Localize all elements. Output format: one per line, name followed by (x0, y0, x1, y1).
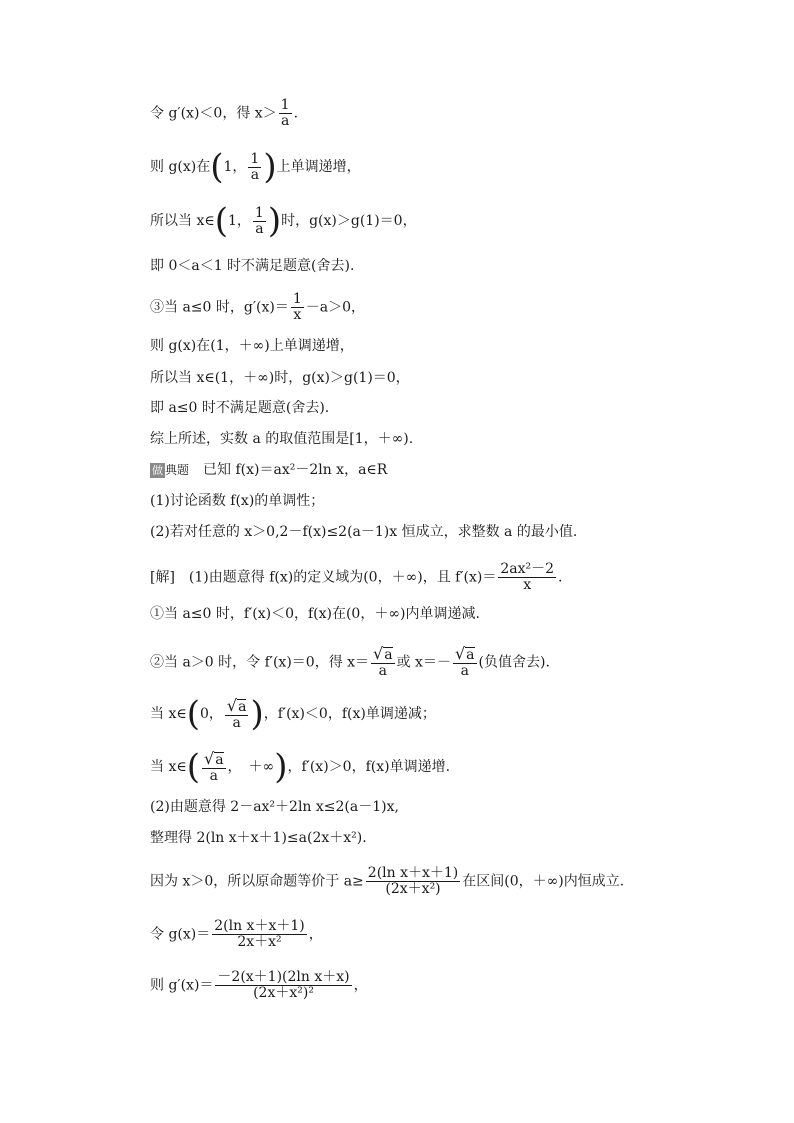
line-12: (2)若对任意的 x＞0,2－f(x)≤2(a－1)x 恒成立，求整数 a 的最小值. (150, 524, 578, 540)
line-15: ②当 a＞0 时，令 f′(x)＝0，得 x＝ $\frac{√a}{a}$ 或 x＝－ $\frac{√a}{a}$ (负值舍去). (150, 644, 550, 679)
line-2: 则 g(x)在(1， $\frac{1}{a}$ )上单调递增， (150, 147, 361, 187)
line-8: 即 a≤0 时不满足题意(舍去). (150, 400, 330, 416)
line-6: 则 g(x)在(1，＋∞)上单调递增， (150, 338, 354, 354)
fraction: $\frac{1}{x}$ (292, 291, 302, 323)
line-21: 令 g(x)＝ $\frac{\text{2(ln x＋x＋1)}}{\text{2x＋x²}}$ ， (150, 918, 323, 950)
line-20: 因为 x＞0，所以原命题等价于 a≥ $\frac{\text{2(ln x＋x＋1)}}{\text{(2x＋x²)}}$ 在区间(0，＋∞)内恒成立. (150, 865, 625, 897)
line-16: 当 x∈(0， $\frac{√a}{a}$ )，f′(x)＜0，f(x)单调递减； (150, 694, 436, 734)
line-7: 所以当 x∈(1，＋∞)时，g(x)＞g(1)＝0， (150, 370, 410, 386)
line-1: 令 g′(x)＜0，得 x＞ $\frac{1}{a}$ . (150, 97, 299, 129)
line-14: ①当 a≤0 时，f′(x)＜0，f(x)在(0，＋∞)内单调递减. (150, 606, 480, 622)
fraction: $\frac{√a}{a}$ (226, 695, 247, 731)
line-9: 综上所述，实数 a 的取值范围是[1，＋∞). (150, 431, 414, 447)
label-tag: 做 (152, 464, 163, 477)
line-19: 整理得 2(ln x＋x＋1)≤a(2x＋x²). (150, 830, 367, 846)
line-5: ③当 a≤0 时，g′(x)＝ $\frac{1}{x}$ －a＞0， (150, 291, 366, 323)
line-18: (2)由题意得 2－ax²＋2ln x≤2(a－1)x, (150, 799, 399, 815)
fraction: $\frac{\text{2ax²－2}}{x}$ (500, 561, 554, 593)
fraction: $\frac{√a}{a}$ (373, 644, 393, 679)
line-3: 所以当 x∈(1， $\frac{1}{a}$ )时，g(x)＞g(1)＝0， (150, 201, 417, 241)
line-10: 做 典题 已知 f(x)＝ax²－2ln x，a∈R (152, 462, 388, 478)
fraction: $\frac{\text{2(ln x＋x＋1)}}{\text{2x＋x²}}$ (214, 918, 305, 950)
line-22: 则 g′(x)＝ $\frac{\text{－2(x＋1)(2ln x＋x)}}{\text{(2x＋x²)²}}$ ， (150, 969, 368, 1001)
line-17: 当 x∈( $\frac{√a}{a}$ ， ＋∞)，f′(x)＞0，f(x)单调递增. (150, 747, 451, 787)
fraction: $\frac{√a}{a}$ (454, 644, 475, 679)
line-4: 即 0＜a＜1 时不满足题意(舍去). (150, 258, 355, 274)
fraction: $\frac{\text{－2(x＋1)(2ln x＋x)}}{\text{(2x＋x²)²}}$ (217, 969, 350, 1001)
fraction: $\frac{1}{a}$ (254, 204, 264, 237)
fraction: $\frac{1}{a}$ (250, 150, 260, 183)
fraction: $\frac{√a}{a}$ (203, 748, 224, 784)
fraction: $\frac{\text{2(ln x＋x＋1)}}{\text{(2x＋x²)}}$ (367, 865, 459, 897)
line-11: (1)讨论函数 f(x)的单调性； (150, 493, 325, 509)
line-13: [解] (1)由题意得 f(x)的定义域为(0，＋∞)，且 f′(x)＝ $\frac{\text{2ax²－2}}{x}$ . (150, 561, 563, 593)
fraction: $\frac{1}{a}$ (280, 97, 290, 129)
